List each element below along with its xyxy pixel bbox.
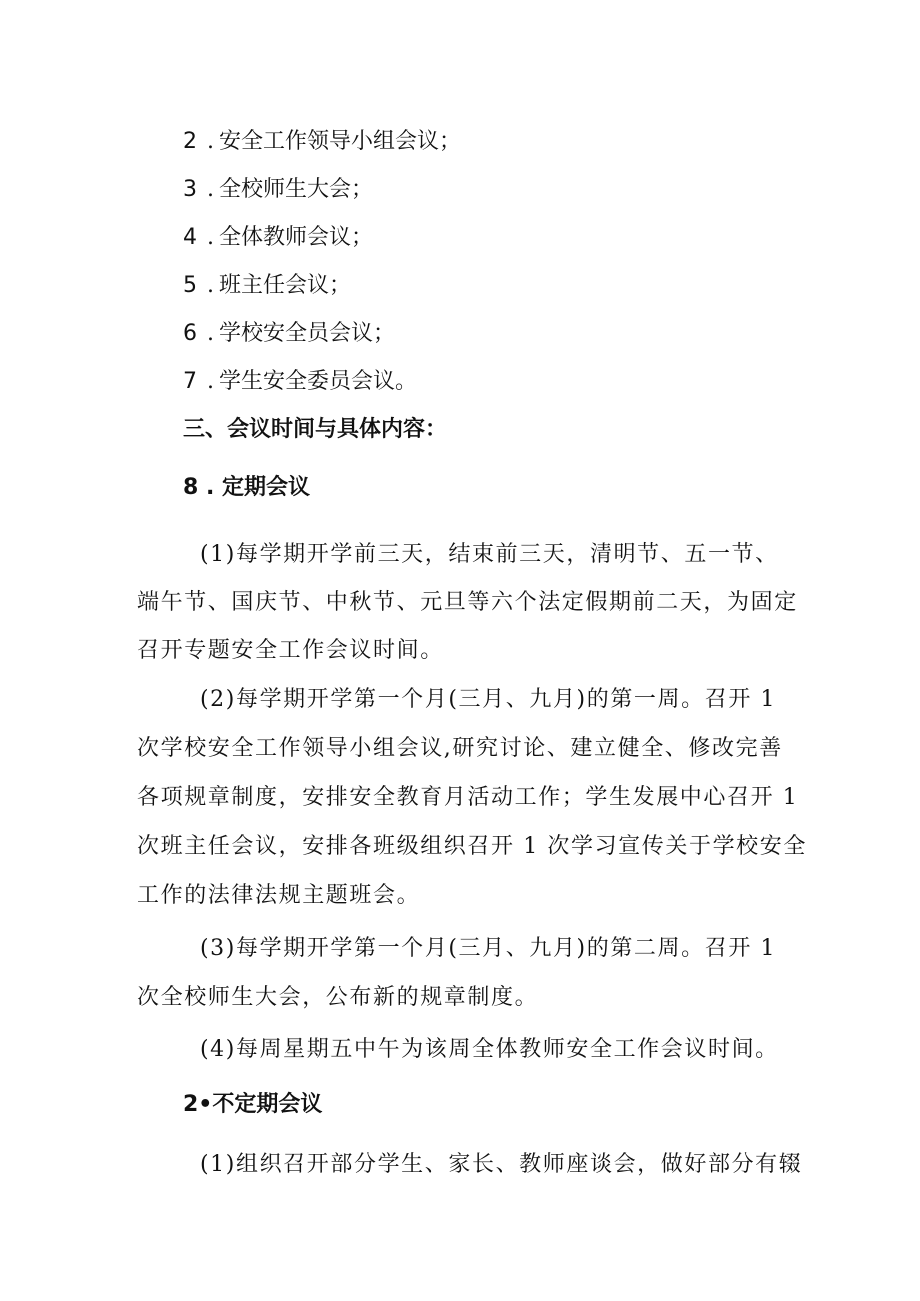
paragraph-line: 工作的法律法规主题班会。 bbox=[137, 883, 421, 908]
paragraph-line: 次学校安全工作领导小组会议,研究讨论、建立健全、修改完善 bbox=[137, 736, 783, 761]
list-text: 学生安全委员会议。 bbox=[219, 369, 418, 394]
list-text: 安全工作领导小组会议； bbox=[219, 129, 462, 154]
paragraph-line: 次班主任会议，安排各班级组织召开 1 次学习宣传关于学校安全 bbox=[137, 834, 807, 859]
list-item: 5 . 班主任会议； bbox=[183, 271, 351, 301]
paragraph-line: (3)每学期开学第一个月(三月、九月)的第二周。召开 1 bbox=[200, 936, 777, 961]
list-number: 4 bbox=[183, 225, 197, 250]
paragraph-line: (1)每学期开学前三天，结束前三天，清明节、五一节、 bbox=[200, 542, 779, 567]
list-text: 全校师生大会； bbox=[219, 177, 374, 202]
paragraph-line: 端午节、国庆节、中秋节、元旦等六个法定假期前二天，为固定 bbox=[137, 590, 798, 615]
paragraph-line: (4)每周星期五中午为该周全体教师安全工作会议时间。 bbox=[200, 1037, 779, 1062]
paragraph-line: 次全校师生大会，公布新的规章制度。 bbox=[137, 985, 539, 1010]
paragraph-line: 各项规章制度，安排安全教育月活动工作；学生发展中心召开 1 bbox=[137, 785, 799, 810]
subsection-heading-regular-meetings: 8 . 定期会议 bbox=[183, 475, 310, 500]
subsection-heading-irregular-meetings: 2•不定期会议 bbox=[183, 1092, 323, 1117]
list-text: 学校安全员会议； bbox=[219, 321, 396, 346]
list-number: 6 bbox=[183, 321, 197, 346]
list-item: 4 . 全体教师会议； bbox=[183, 223, 373, 253]
list-number: 7 bbox=[183, 369, 197, 394]
section-heading: 三、会议时间与具体内容： bbox=[183, 417, 448, 442]
list-number: 2 bbox=[183, 129, 197, 154]
list-item: 2 . 安全工作领导小组会议； bbox=[183, 127, 461, 157]
paragraph-line: (2)每学期开学第一个月(三月、九月)的第一周。召开 1 bbox=[200, 687, 777, 712]
list-text: 全体教师会议； bbox=[219, 225, 374, 250]
list-item: 7 . 学生安全委员会议。 bbox=[183, 367, 417, 397]
paragraph-line: (1)组织召开部分学生、家长、教师座谈会，做好部分有辍 bbox=[200, 1152, 803, 1177]
list-number: 5 bbox=[183, 273, 197, 298]
list-number: 3 bbox=[183, 177, 197, 202]
list-text: 班主任会议； bbox=[219, 273, 352, 298]
paragraph-line: 召开专题安全工作会议时间。 bbox=[137, 638, 444, 663]
list-item: 6 . 学校安全员会议； bbox=[183, 319, 395, 349]
list-item: 3 . 全校师生大会； bbox=[183, 175, 373, 205]
